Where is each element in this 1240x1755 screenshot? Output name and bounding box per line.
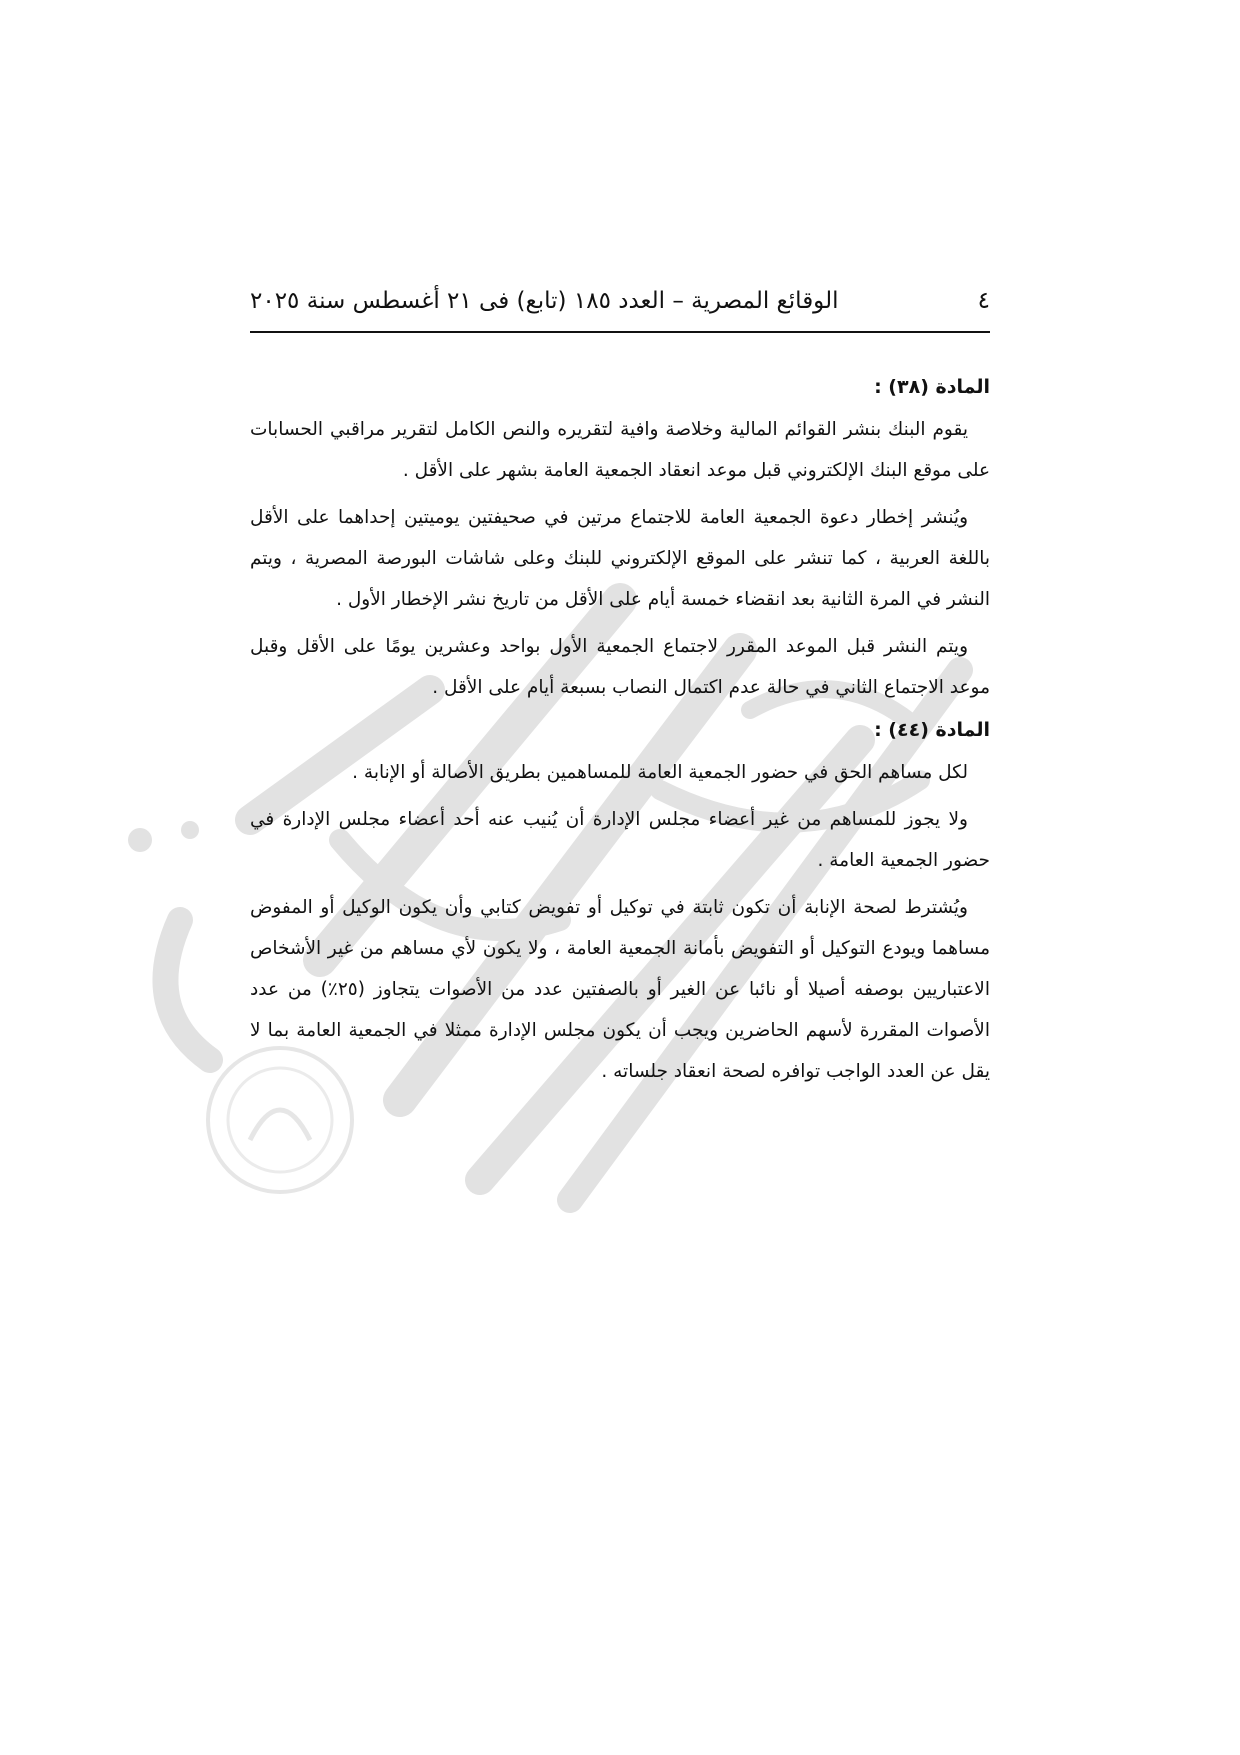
paragraph: يقوم البنك بنشر القوائم المالية وخلاصة وافية لتقريره والنص الكامل لتقرير مراقبي الحسابات على موقع البنك الإلكتروني قبل موعد انعقاد الجمعية العامة بشهر على الأقل . bbox=[250, 419, 990, 481]
paragraph: لكل مساهم الحق في حضور الجمعية العامة للمساهمين بطريق الأصالة أو الإنابة . bbox=[352, 762, 968, 783]
article-38 bbox=[250, 365, 990, 708]
paragraph: ولا يجوز للمساهم من غير أعضاء مجلس الإدارة أن يُنيب عنه أحد أعضاء مجلس الإدارة في حضور الجمعية العامة . bbox=[250, 809, 990, 871]
gazette-title: الوقائع المصرية – العدد ١٨٥ (تابع) فى ٢١ أغسطس سنة ٢٠٢٥ bbox=[250, 288, 839, 314]
paragraph: ويُشترط لصحة الإنابة أن تكون ثابتة في توكيل أو تفويض كتابي وأن يكون الوكيل أو المفوض مساهما ويودع التوكيل أو التفويض بأمانة الجمعية العامة ، ولا يكون لأي مساهم من غير الأشخاص الاعتباريين بوصفه أصيلا أو نائبا عن الغير أو بالصفتين عدد من الأصوات يتجاوز (٢٥٪) من عدد الأصوات المقررة لأسهم الحاضرين ويجب أن يكون مجلس الإدارة ممثلا في الجمعية العامة بما لا يقل عن العدد الواجب توافره لصحة انعقاد جلساته . bbox=[250, 897, 990, 1082]
article-heading: المادة (٤٤) : bbox=[874, 719, 990, 741]
article-44 bbox=[250, 708, 990, 1092]
document-page bbox=[250, 285, 990, 1092]
document-body bbox=[250, 365, 990, 1092]
page-number: ٤ bbox=[977, 288, 990, 314]
watermark-dot bbox=[128, 828, 152, 852]
page-header bbox=[250, 285, 990, 333]
paragraph: ويتم النشر قبل الموعد المقرر لاجتماع الجمعية الأول بواحد وعشرين يومًا على الأقل وقبل موعد الاجتماع الثاني في حالة عدم اكتمال النصاب بسبعة أيام على الأقل . bbox=[250, 636, 990, 698]
article-heading: المادة (٣٨) : bbox=[874, 376, 990, 398]
paragraph: ويُنشر إخطار دعوة الجمعية العامة للاجتماع مرتين في صحيفتين يوميتين إحداهما على الأقل باللغة العربية ، كما تنشر على الموقع الإلكتروني للبنك وعلى شاشات البورصة المصرية ، ويتم النشر في المرة الثانية بعد انقضاء خمسة أيام على الأقل من تاريخ نشر الإخطار الأول . bbox=[250, 507, 990, 610]
